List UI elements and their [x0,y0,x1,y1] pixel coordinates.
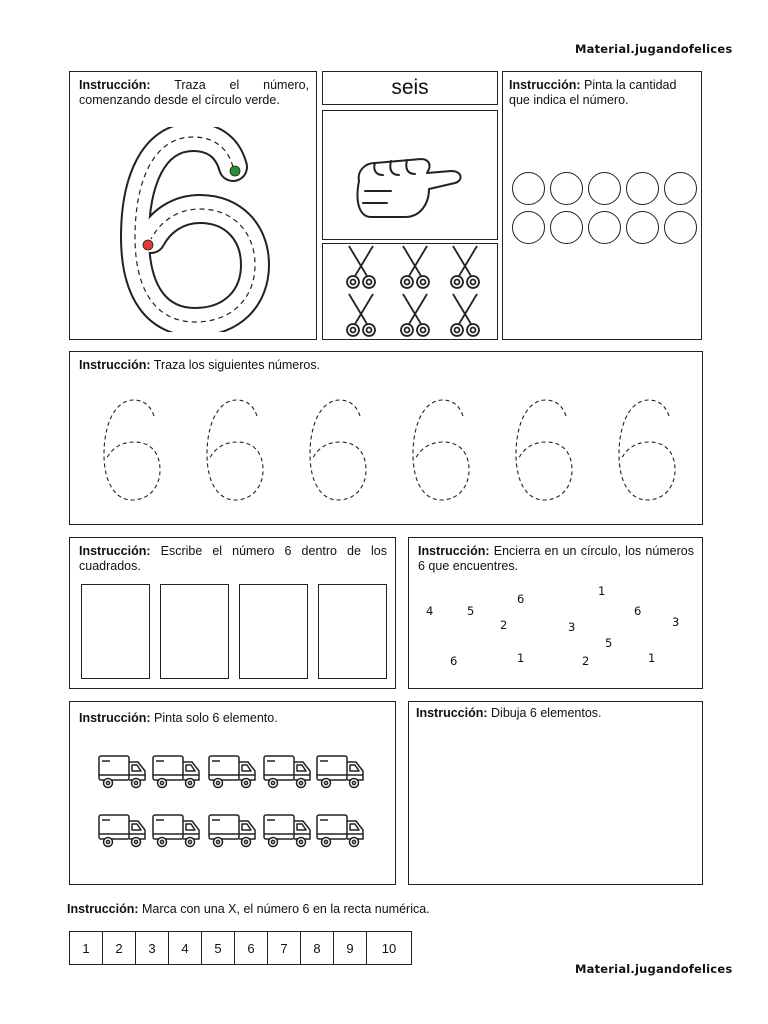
paint-circle[interactable] [588,211,621,244]
big-six-trace [115,127,275,332]
truck-icon [209,815,255,847]
write-box[interactable] [318,584,387,679]
circle-sixes-instruction: Instrucción: Encierra en un círculo, los números 6 que encuentres. [418,544,694,573]
scissors-icon [347,294,375,336]
write-box[interactable] [81,584,150,679]
scatter-number[interactable]: 5 [605,636,613,650]
truck-icon [264,815,310,847]
scatter-number[interactable]: 4 [426,604,434,618]
brand-bottom: Material.jugandofelices [575,962,733,976]
truck-icon [99,815,145,847]
end-dot-red [143,240,153,250]
number-line-cell[interactable]: 1 [69,931,103,965]
number-line-cell[interactable]: 7 [267,931,301,965]
paint-circle[interactable] [664,211,697,244]
paint-six-panel [69,701,396,885]
paint-circle[interactable] [626,211,659,244]
truck-icon [153,815,199,847]
thumb-six-hand-icon [351,151,471,223]
number-line-instruction: Instrucción: Marca con una X, el número 6 en la recta numérica. [67,902,430,916]
scatter-number[interactable]: 1 [598,584,606,598]
number-word-box: seis [322,71,498,105]
truck-icon [209,756,255,788]
trace-big-panel [69,71,317,340]
scatter-number[interactable]: 5 [467,604,475,618]
scatter-number[interactable]: 3 [672,615,680,629]
scissors-icon [401,294,429,336]
scissors-group [323,244,499,341]
paint-circle[interactable] [550,211,583,244]
number-line-cell[interactable]: 9 [333,931,367,965]
draw-six-instruction: Instrucción: Dibuja 6 elementos. [416,706,602,720]
dashed-six [516,400,572,500]
circle-sixes-panel [408,537,703,689]
scatter-number[interactable]: 2 [582,654,590,668]
scissors-icon [401,246,429,288]
truck-icon [99,756,145,788]
scatter-number[interactable]: 6 [450,654,458,668]
number-line-cell[interactable]: 10 [366,931,412,965]
truck-grid [70,702,397,886]
brand-top: Material.jugandofelices [575,42,733,56]
write-boxes-panel [69,537,396,689]
dashed-six [104,400,160,500]
paint-six-instruction: Instrucción: Pinta solo 6 elemento. [79,711,278,725]
truck-icon [264,756,310,788]
truck-icon [317,756,363,788]
dashed-six [619,400,675,500]
paint-circle[interactable] [550,172,583,205]
scissors-icon [347,246,375,288]
scissors-icon [451,246,479,288]
paint-circle[interactable] [664,172,697,205]
scatter-number[interactable]: 1 [517,651,525,665]
truck-icon [153,756,199,788]
scatter-number[interactable]: 3 [568,620,576,634]
scatter-number[interactable]: 1 [648,651,656,665]
paint-circle[interactable] [512,211,545,244]
trace-row-instruction: Instrucción: Traza los siguientes números. [79,358,321,372]
number-line [70,931,412,965]
number-line-cell[interactable]: 3 [135,931,169,965]
number-line-cell[interactable]: 8 [300,931,334,965]
dashed-six [413,400,469,500]
dashed-six [310,400,366,500]
paint-circle[interactable] [512,172,545,205]
paint-quantity-panel [502,71,702,340]
write-box[interactable] [239,584,308,679]
trace-big-instruction: Instrucción: Traza el número, comenzando desde el círculo verde. [79,78,309,107]
number-line-cell[interactable]: 4 [168,931,202,965]
scatter-number[interactable]: 6 [634,604,642,618]
write-boxes-instruction: Instrucción: Escribe el número 6 dentro de los cuadrados. [79,544,387,573]
paint-circle[interactable] [626,172,659,205]
truck-icon [317,815,363,847]
trace-row-panel [69,351,703,525]
start-dot-green [230,166,240,176]
write-box[interactable] [160,584,229,679]
number-line-cell[interactable]: 5 [201,931,235,965]
scissors-icon [451,294,479,336]
hand-panel [322,110,498,240]
scissors-panel [322,243,498,340]
paint-quantity-instruction: Instrucción: Pinta la cantidad que indica el número. [509,78,677,107]
scatter-number[interactable]: 6 [517,592,525,606]
dashed-six-row [70,392,704,512]
number-line-cell[interactable]: 2 [102,931,136,965]
number-line-cell[interactable]: 6 [234,931,268,965]
paint-circle[interactable] [588,172,621,205]
dashed-six [207,400,263,500]
scatter-number[interactable]: 2 [500,618,508,632]
draw-six-panel[interactable] [408,701,703,885]
